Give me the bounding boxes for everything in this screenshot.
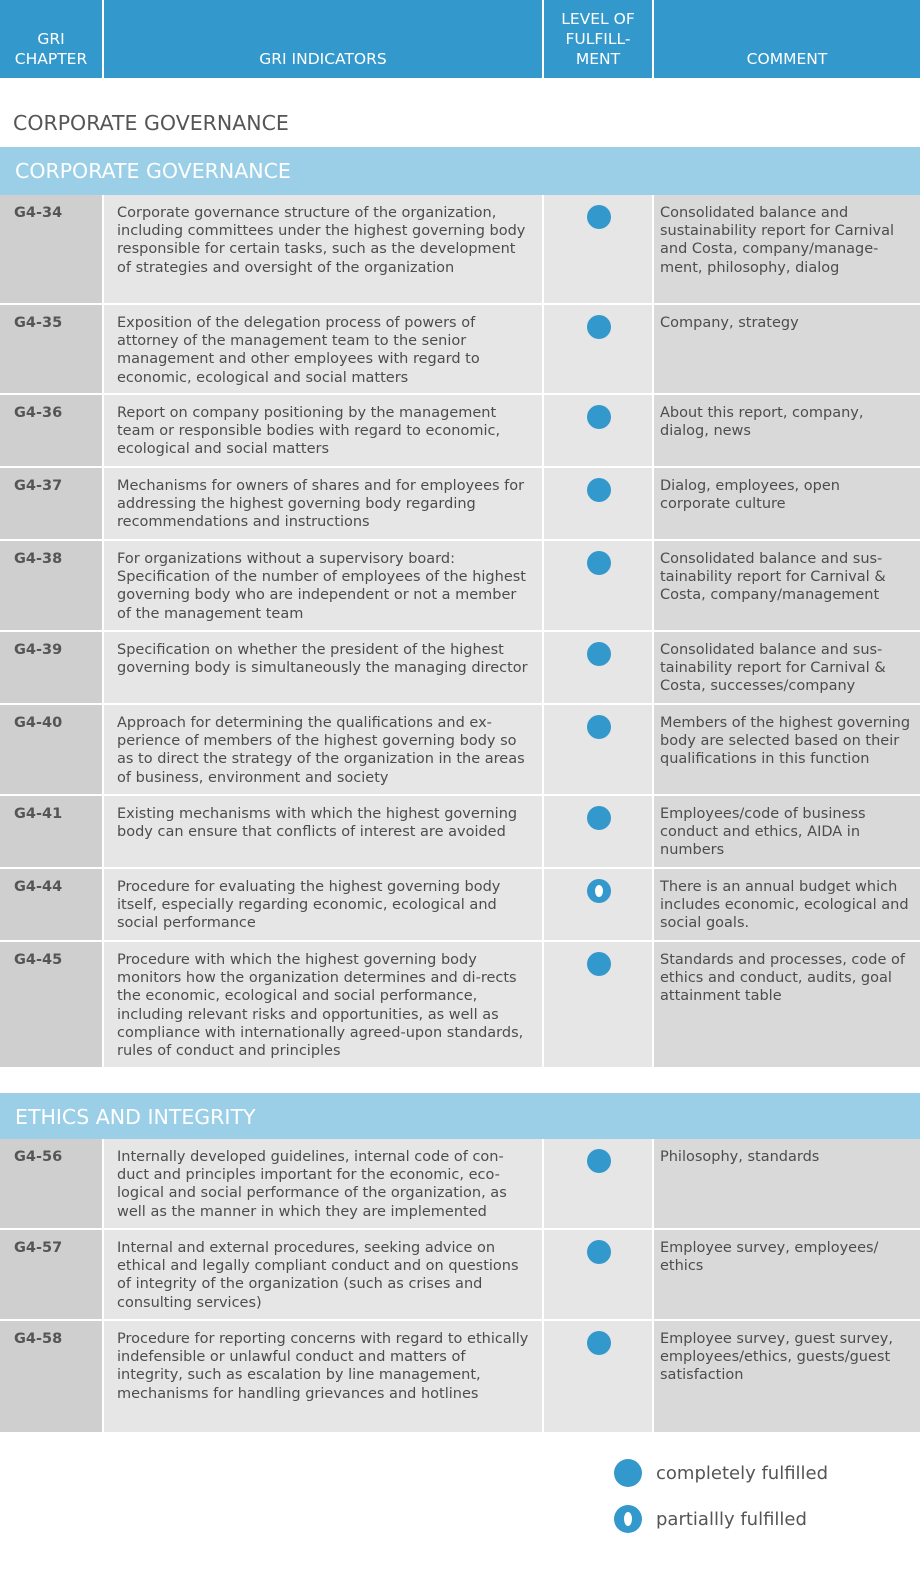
table-row bbox=[0, 632, 920, 705]
header-comment: COMMENT bbox=[746, 50, 828, 68]
indicator-text: Procedure for evaluating the highest governing body itself, especially regarding economic, ecological and social performance bbox=[104, 869, 544, 940]
indicator-text: Corporate governance structure of the organization, including committees under the highest governing body responsible for certain tasks, such as the development of strategies and oversight of the organization bbox=[104, 195, 544, 303]
gri-code: G4-34 bbox=[0, 195, 104, 303]
gri-code: G4-37 bbox=[0, 468, 104, 539]
filled-circle-icon bbox=[587, 405, 611, 429]
comment-text: Employee survey, guest survey, employees/ethics, guests/guest satisfaction bbox=[654, 1321, 920, 1432]
fulfillment-level bbox=[544, 1321, 654, 1432]
comment-text: Company, strategy bbox=[654, 305, 920, 393]
indicator-text: Internally developed guidelines, internal code of con-duct and principles important for the economic, eco-logical and social performance of the organization, as well as the manner in which they are implemented bbox=[104, 1139, 544, 1228]
gri-code: G4-44 bbox=[0, 869, 104, 940]
comment-text: Philosophy, standards bbox=[654, 1139, 920, 1228]
filled-circle-icon bbox=[587, 715, 611, 739]
comment-text: About this report, company, dialog, news bbox=[654, 395, 920, 466]
section-rows-ethics-and-integrity bbox=[0, 1139, 920, 1434]
indicator-text: Report on company positioning by the management team or responsible bodies with regard to economic, ecological and social matters bbox=[104, 395, 544, 466]
indicator-text: Approach for determining the qualifications and ex-perience of members of the highest governing body so as to direct the strategy of the organization in the areas of business, environment and society bbox=[104, 705, 544, 794]
gri-code: G4-41 bbox=[0, 796, 104, 867]
ring-circle-icon bbox=[587, 879, 611, 903]
header-level-of-fulfillment: LEVEL OF FULFILL- MENT bbox=[544, 0, 654, 78]
gri-code: G4-38 bbox=[0, 541, 104, 630]
fulfillment-level bbox=[544, 942, 654, 1067]
filled-circle-icon bbox=[587, 642, 611, 666]
page-title: CORPORATE GOVERNANCE bbox=[13, 111, 289, 135]
gri-code: G4-57 bbox=[0, 1230, 104, 1319]
comment-text: Dialog, employees, open corporate culture bbox=[654, 468, 920, 539]
gri-code: G4-45 bbox=[0, 942, 104, 1067]
gri-code: G4-40 bbox=[0, 705, 104, 794]
section-title-corporate-governance: CORPORATE GOVERNANCE bbox=[0, 147, 920, 195]
ring-circle-icon bbox=[614, 1505, 642, 1533]
fulfillment-level bbox=[544, 796, 654, 867]
filled-circle-icon bbox=[587, 315, 611, 339]
fulfillment-level bbox=[544, 468, 654, 539]
gri-code: G4-56 bbox=[0, 1139, 104, 1228]
table-header bbox=[0, 0, 920, 78]
filled-circle-icon bbox=[587, 952, 611, 976]
fulfillment-level bbox=[544, 632, 654, 703]
fulfillment-level bbox=[544, 395, 654, 466]
table-row bbox=[0, 869, 920, 942]
table-row bbox=[0, 705, 920, 796]
comment-text: Consolidated balance and sus-tainability report for Carnival & Costa, company/management bbox=[654, 541, 920, 630]
table-row bbox=[0, 1321, 920, 1434]
filled-circle-icon bbox=[587, 551, 611, 575]
gri-code: G4-35 bbox=[0, 305, 104, 393]
table-row bbox=[0, 541, 920, 632]
table-row bbox=[0, 195, 920, 305]
indicator-text: Specification on whether the president of the highest governing body is simultaneously the managing director bbox=[104, 632, 544, 703]
gri-code: G4-39 bbox=[0, 632, 104, 703]
table-row bbox=[0, 942, 920, 1069]
indicator-text: Mechanisms for owners of shares and for employees for addressing the highest governing body regarding recommendations and instructions bbox=[104, 468, 544, 539]
legend-label-complete: completely fulfilled bbox=[656, 1462, 829, 1484]
header-gri-chapter: GRI CHAPTER bbox=[0, 0, 104, 78]
comment-text: Consolidated balance and sus-tainability report for Carnival & Costa, successes/company bbox=[654, 632, 920, 703]
indicator-text: Exposition of the delegation process of powers of attorney of the management team to the senior management and other employees with regard to economic, ecological and social matters bbox=[104, 305, 544, 393]
legend-item-partial bbox=[614, 1504, 914, 1534]
filled-circle-icon bbox=[587, 1149, 611, 1173]
filled-circle-icon bbox=[587, 1240, 611, 1264]
filled-circle-icon bbox=[614, 1459, 642, 1487]
fulfillment-level bbox=[544, 1139, 654, 1228]
table-row bbox=[0, 305, 920, 395]
filled-circle-icon bbox=[587, 478, 611, 502]
indicator-text: Procedure with which the highest governing body monitors how the organization determines and di-rects the economic, ecological and social performance, including relevant risks and opportunities, as well as compliance with internationally agreed-upon standards, rules of conduct and principles bbox=[104, 942, 544, 1067]
gri-code: G4-36 bbox=[0, 395, 104, 466]
indicator-text: Existing mechanisms with which the highest governing body can ensure that conflicts of interest are avoided bbox=[104, 796, 544, 867]
filled-circle-icon bbox=[587, 205, 611, 229]
gri-code: G4-58 bbox=[0, 1321, 104, 1432]
legend bbox=[614, 1458, 914, 1550]
filled-circle-icon bbox=[587, 1331, 611, 1355]
fulfillment-level bbox=[544, 195, 654, 303]
table-row bbox=[0, 1230, 920, 1321]
comment-text: There is an annual budget which includes economic, ecological and social goals. bbox=[654, 869, 920, 940]
indicator-text: Procedure for reporting concerns with regard to ethically indefensible or unlawful conduct and matters of integrity, such as escalation by line management, mechanisms for handling grievances and hotlines bbox=[104, 1321, 544, 1432]
fulfillment-level bbox=[544, 541, 654, 630]
indicator-text: Internal and external procedures, seeking advice on ethical and legally compliant conduct and on questions of integrity of the organization (such as crises and consulting services) bbox=[104, 1230, 544, 1319]
fulfillment-level bbox=[544, 705, 654, 794]
table-row bbox=[0, 395, 920, 468]
comment-text: Consolidated balance and sustainability report for Carnival and Costa, company/manage-ment, philosophy, dialog bbox=[654, 195, 920, 303]
comment-text: Employee survey, employees/ ethics bbox=[654, 1230, 920, 1319]
legend-item-complete bbox=[614, 1458, 914, 1488]
fulfillment-level bbox=[544, 869, 654, 940]
filled-circle-icon bbox=[587, 806, 611, 830]
indicator-text: For organizations without a supervisory board: Specification of the number of employees of the highest governing body who are independent or not a member of the management team bbox=[104, 541, 544, 630]
table-row bbox=[0, 796, 920, 869]
table-row bbox=[0, 468, 920, 541]
comment-text: Standards and processes, code of ethics and conduct, audits, goal attainment table bbox=[654, 942, 920, 1067]
section-title-ethics-and-integrity: ETHICS AND INTEGRITY bbox=[0, 1093, 920, 1141]
section-rows-corporate-governance bbox=[0, 195, 920, 1069]
fulfillment-level bbox=[544, 1230, 654, 1319]
header-gri-indicators: GRI INDICATORS bbox=[104, 0, 544, 78]
legend-label-partial: partiallly fulfilled bbox=[656, 1508, 807, 1530]
comment-text: Employees/code of business conduct and ethics, AIDA in numbers bbox=[654, 796, 920, 867]
comment-text: Members of the highest governing body are selected based on their qualifications in this function bbox=[654, 705, 920, 794]
fulfillment-level bbox=[544, 305, 654, 393]
table-row bbox=[0, 1139, 920, 1230]
